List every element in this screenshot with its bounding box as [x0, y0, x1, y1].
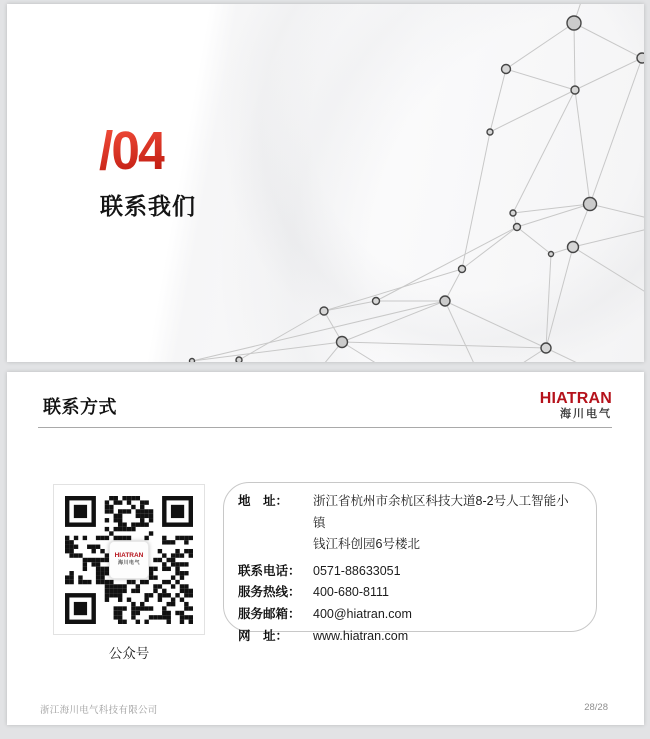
network-mesh-graphic — [7, 4, 644, 362]
contact-label: 服务热线： — [238, 585, 301, 600]
footer-page-number: 28/28 — [584, 702, 608, 713]
contact-label: 网 址： — [238, 628, 289, 643]
logo-chinese-name: 海川电气 — [560, 408, 612, 420]
contact-value: 400-680-8111 — [313, 585, 389, 600]
slide-page-contact-section — [7, 4, 644, 362]
slide-page-contact-details — [7, 372, 644, 725]
page-title: 联系方式 — [43, 397, 117, 417]
contact-label: 地 址： — [238, 494, 289, 508]
contact-label: 联系电话： — [238, 563, 301, 578]
footer-company-name: 浙江海川电气科技有限公司 — [40, 705, 158, 716]
contact-value: www.hiatran.com — [313, 628, 409, 643]
contact-row-address — [238, 491, 580, 556]
address-line-2: 钱江科创园6号楼北 — [313, 537, 420, 552]
contact-value — [313, 491, 580, 556]
header-divider — [38, 427, 612, 428]
qr-caption: 公众号 — [108, 646, 150, 661]
qr-center-logo — [109, 541, 149, 579]
contact-value: 0571-88633051 — [313, 563, 401, 578]
contact-value: 400@hiatran.com — [313, 606, 412, 621]
qr-code-frame — [53, 484, 205, 635]
address-line-1: 浙江省杭州市余杭区科技大道8-2号人工智能小镇 — [313, 494, 569, 530]
contact-info-card — [223, 482, 597, 643]
contact-label: 服务邮箱： — [238, 606, 301, 621]
company-logo — [540, 391, 612, 420]
contact-row-hotline — [238, 582, 580, 604]
contact-row-website — [238, 626, 580, 648]
section-number: /04 — [99, 121, 165, 181]
qr-logo-chinese: 海川电气 — [117, 560, 140, 566]
contact-row-phone — [238, 561, 580, 583]
qr-logo-wordmark: HIATRAN — [114, 552, 144, 559]
qr-code — [65, 496, 193, 624]
logo-wordmark: HIATRAN — [539, 390, 612, 407]
section-title: 联系我们 — [100, 193, 196, 219]
contact-row-email — [238, 604, 580, 626]
